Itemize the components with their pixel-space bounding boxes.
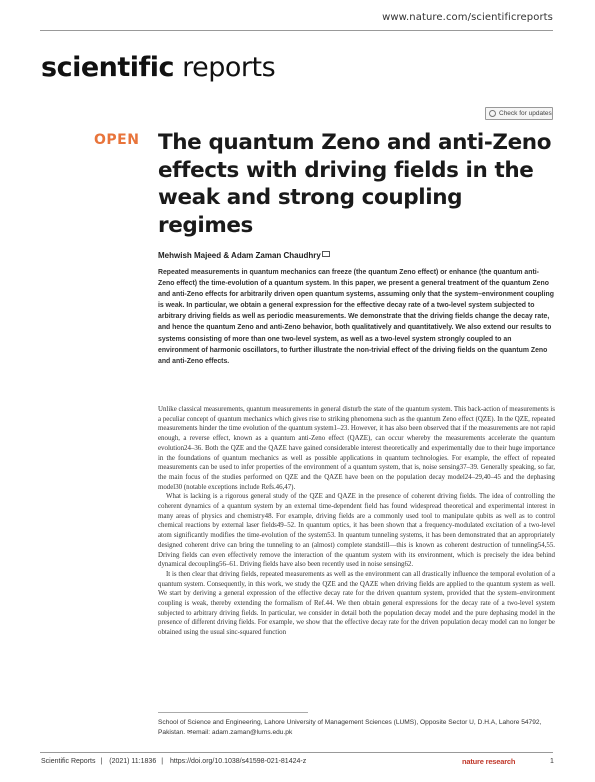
top-divider: [40, 30, 553, 31]
abstract: Repeated measurements in quantum mechanics can freeze (the quantum Zeno effect) or enhance (the quantum anti-Zeno effect) the time-evolution of a quantum system. In this paper, we present a general treatment of the quantum Zeno and anti-Zeno effects for arbitrarily driven open quantum systems, assuming only that the system–environment coupling is weak. In particular, we obtain a general expression for the effective decay rate of a two-level system subjected to arbitrary driving fields as well as periodic measurements. We demonstrate that the driving fields change the decay rate, and hence the quantum Zeno and anti-Zeno behavior, both qualitatively and quantitatively. We also extend our results to systems consisting of more than one two-level system, as well as a two-level system strongly coupled to an environment of harmonic oscillators, to further illustrate the non-trivial effect of the driving fields on the quantum Zeno and anti-Zeno effects.: [158, 269, 554, 365]
body-paragraph-2: What is lacking is a rigorous general study of the QZE and QAZE in the presence of coherent driving fields. The idea of controlling the coherent dynamics of a quantum system by an external time-dependent field has found widespread theoretical and experimental interest in many areas of physics and chemistry48. For example, driving fields are a commonly used tool to manipulate qubits as well as to control chemical reactions by external laser fields49–52. In quantum optics, it has been shown that a frequency-modulated excitation of a two-level atom significantly modifies the time-evolution of the system53. In quantum tunneling systems, it has been demonstrated that an appropriately designed coherent drive can bring the tunneling to an (almost) complete standstill—this is known as coherent destruction of tunneling54,55. Driving fields can even effectively remove the interaction of the quantum system with its environment, which is precisely the idea behind dynamical decoupling56–61. Driving fields have also been recently used in noise sensing62.: [158, 493, 555, 569]
check-for-updates-button[interactable]: [485, 107, 553, 120]
journal-logo[interactable]: [41, 52, 275, 83]
footer-citation: Scientific Reports | (2021) 11:1836 | https://doi.org/10.1038/s41598-021-81424-z: [41, 758, 307, 765]
top-bar: [0, 0, 595, 37]
open-access-badge: OPEN: [94, 132, 140, 148]
footer-divider: [40, 752, 553, 753]
article-body: [158, 405, 555, 638]
refresh-icon: [489, 110, 496, 117]
body-paragraph-3: It is then clear that driving fields, repeated measurements as well as the environment can all drastically influence the temporal evolution of a quantum system. Consequently, in this work, we study the QZE and the QAZE when driving fields are applied to the quantum system as well. We start by deriving a general expression of the effective decay rate for the driven quantum system, provided that the system–environment coupling is weak, thereby extending the formalism of Ref.44. We then obtain general expressions for the decay rate of a two-level system subjected to arbitrary driving fields. In particular, we consider in detail both the population decay model and the pure dephasing model in the presence of different driving fields. For example, we show that the effective decay rate for the driven population decay model can no longer be obtained using the usual sinc-squared function: [158, 570, 555, 637]
author-list: [158, 251, 330, 260]
footer-volume: (2021) 11:1836: [109, 758, 157, 765]
author-names: Mehwish Majeed & Adam Zaman Chaudhry: [158, 251, 321, 260]
email-icon[interactable]: [322, 251, 330, 257]
affiliation: School of Science and Engineering, Lahore University of Management Sciences (LUMS), Opposite Sector U, D.H.A, Lahore 54792, Pakistan. ✉email: adam.zaman@lums.edu.pk: [158, 719, 542, 737]
publisher-logo: nature research: [462, 757, 516, 766]
page-number: 1: [550, 758, 554, 765]
journal-logo-bold: scientific: [41, 52, 175, 83]
journal-url-link[interactable]: www.nature.com/scientificreports: [382, 12, 553, 23]
article-title: The quantum Zeno and anti-Zeno effects with driving fields in the weak and strong coupling regimes: [158, 130, 552, 238]
footer-journal: Scientific Reports: [41, 758, 96, 765]
body-paragraph-1: Unlike classical measurements, quantum measurements in general disturb the state of the quantum system. This back-action of measurements is a peculiar concept of quantum mechanics which gives rise to striking phenomena such as the quantum Zeno effect (QZE). In the QZE, repeated measurements hinder the time evolution of the quantum system1–23. However, it has also been observed that if the measurements are not rapid enough, a reverse effect, known as a quantum anti-Zeno effect (QAZE), can occur whereby the measurements accelerate the quantum evolution24–36. Both the QZE and the QAZE have gained considerable interest theoretically and experimentally due to their huge importance in the foundations of quantum mechanics as well as possible applications in quantum technologies. For example, the effect of repeated measurements can be used to infer properties of the environment of a quantum system, that is, noise sensing37–39. Generally speaking, so far, the main focus of the studies performed on QZE and the QAZE have been on the population decay model24–29,40–45 and the dephasing model30 (notable exceptions include Refs.46,47).: [158, 406, 555, 491]
check-for-updates-label: Check for updates: [499, 110, 552, 117]
affiliation-divider: [158, 712, 308, 713]
journal-logo-light: reports: [182, 52, 276, 83]
footer-doi-link[interactable]: https://doi.org/10.1038/s41598-021-81424-z: [170, 758, 307, 765]
